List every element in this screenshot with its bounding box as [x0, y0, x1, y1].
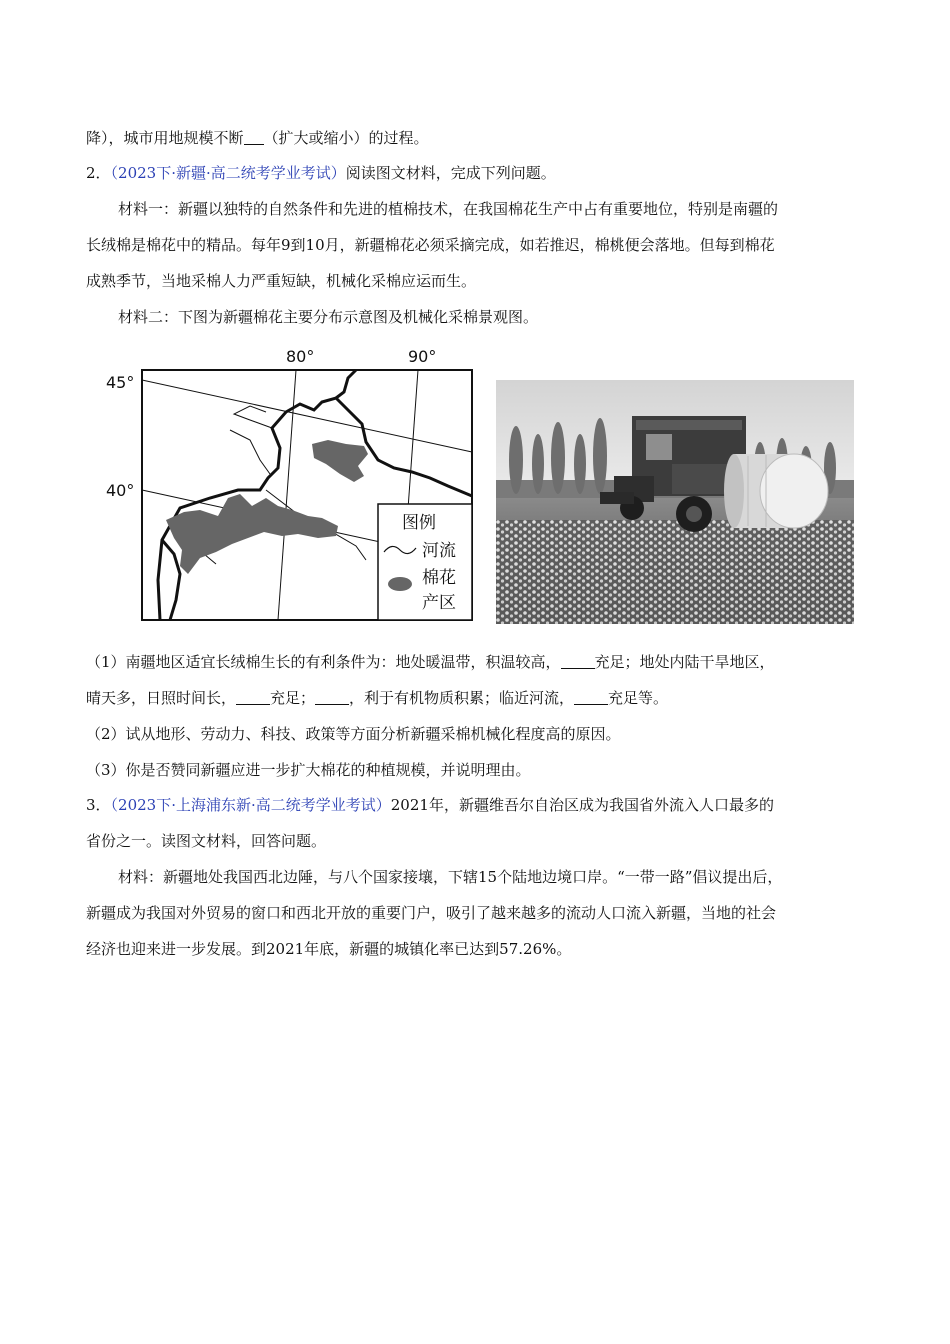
- longitude-label-80: 80°: [286, 347, 315, 366]
- xinjiang-cotton-map: [100, 340, 480, 625]
- legend-cotton-symbol: [388, 577, 412, 591]
- answer-blank[interactable]: [244, 130, 264, 145]
- latitude-label-40: 40°: [106, 481, 135, 500]
- material-3-line-2: 新疆成为我国对外贸易的窗口和西北开放的重要门户，吸引了越来越多的流动人口流入新疆，当地的社会: [86, 904, 777, 922]
- material-2-line: 材料二：下图为新疆棉花主要分布示意图及机械化采棉景观图。: [118, 308, 539, 326]
- question-3-line-2: 省份之一。读图文材料，回答问题。: [86, 832, 327, 850]
- material-3-line-1: 材料：新疆地处我国西北边陲，与八个国家接壤，下辖15个陆地边境口岸。“一带一路”倡议提出后，: [118, 868, 783, 886]
- cotton-rows: [496, 520, 854, 624]
- cotton-bale: [724, 454, 828, 528]
- legend-cotton-label: 棉花: [422, 568, 456, 588]
- subquestion-1-line-1: （1）南疆地区适宜长绒棉生长的有利条件为：地处暖温带，积温较高， 充足；地处内陆干旱地区，: [86, 653, 775, 671]
- answer-blank[interactable]: [236, 690, 270, 705]
- legend-cotton-label-2: 产区: [422, 593, 456, 613]
- legend-river-label: 河流: [422, 541, 456, 561]
- question-source-link[interactable]: （2023下·上海浦东新·高二统考学业考试）: [110, 796, 391, 814]
- latitude-label-45: 45°: [106, 373, 135, 392]
- question-number: 2．: [86, 164, 111, 182]
- answer-blank[interactable]: [561, 654, 595, 669]
- material-1-line-1: 材料一：新疆以独特的自然条件和先进的植棉技术，在我国棉花生产中占有重要地位，特别是南疆的: [118, 200, 779, 218]
- material-3-line-3: 经济也迎来进一步发展。到2021年底，新疆的城镇化率已达到57.26%。: [86, 940, 572, 958]
- longitude-label-90: 90°: [408, 347, 437, 366]
- material-1-line-3: 成熟季节，当地采棉人力严重短缺，机械化采棉应运而生。: [86, 272, 477, 290]
- cotton-harvester-photo: [496, 380, 854, 624]
- subquestion-3: （3）你是否赞同新疆应进一步扩大棉花的种植规模，并说明理由。: [86, 761, 531, 779]
- legend-title: 图例: [402, 513, 436, 533]
- answer-blank[interactable]: [315, 690, 349, 705]
- material-1-line-2: 长绒棉是棉花中的精品。每年9到10月，新疆棉花必须采摘完成，如若推迟，棉桃便会落地。但每到棉花: [86, 236, 775, 254]
- question-3-heading: 3．（2023下·上海浦东新·高二统考学业考试）2021年，新疆维吾尔自治区成为我国省外流入人口最多的: [86, 796, 774, 814]
- subquestion-1-line-2: 晴天多，日照时间长， 充足； ，利于有机物质积累；临近河流， 充足等。: [86, 689, 669, 707]
- text-line: 降），城市用地规模不断 （扩大或缩小）的过程。: [86, 129, 429, 147]
- answer-blank[interactable]: [574, 690, 608, 705]
- question-number: 3．: [86, 796, 111, 814]
- subquestion-2: （2）试从地形、劳动力、科技、政策等方面分析新疆采棉机械化程度高的原因。: [86, 725, 621, 743]
- question-2-heading: 2．（2023下·新疆·高二统考学业考试）阅读图文材料，完成下列问题。: [86, 164, 556, 182]
- question-source-link[interactable]: （2023下·新疆·高二统考学业考试）: [110, 164, 346, 182]
